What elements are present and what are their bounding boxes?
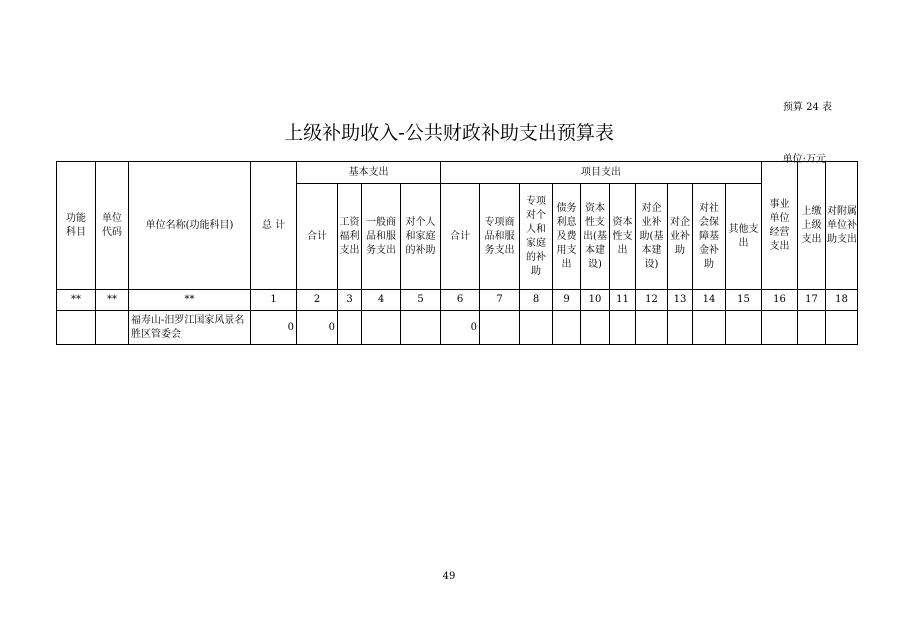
table-number: 预算 24 表 bbox=[782, 102, 832, 113]
cell-wages bbox=[338, 311, 362, 345]
index-cell: 8 bbox=[520, 290, 553, 311]
header-project-total: 合计 bbox=[441, 184, 480, 290]
cell-operating bbox=[762, 311, 798, 345]
index-cell: 13 bbox=[668, 290, 693, 311]
index-cell: ** bbox=[57, 290, 96, 311]
header-unit-name: 单位名称(功能科目) bbox=[129, 162, 251, 290]
header-basic-group: 基本支出 bbox=[297, 162, 441, 184]
cell-enterprise bbox=[668, 311, 693, 345]
budget-table bbox=[56, 161, 858, 345]
header-enterprise-basic: 对企业补助(基本建设) bbox=[636, 184, 668, 290]
header-remit-upper: 上缴上级支出 bbox=[798, 162, 826, 290]
index-cell: 3 bbox=[338, 290, 362, 311]
header-personal-family: 对个人和家庭的补助 bbox=[401, 184, 441, 290]
header-goods-services: 一般商品和服务支出 bbox=[362, 184, 401, 290]
cell-social-security bbox=[693, 311, 726, 345]
header-unit-code: 单位代码 bbox=[96, 162, 129, 290]
header-capital: 资本性支出 bbox=[610, 184, 636, 290]
page-title: 上级补助收入-公共财政补助支出预算表 bbox=[284, 122, 614, 144]
cell-basic-total: 0 bbox=[297, 311, 338, 345]
header-func-subject: 功能科目 bbox=[57, 162, 96, 290]
header-operating: 事业单位经营支出 bbox=[762, 162, 798, 290]
index-row bbox=[57, 290, 858, 311]
cell-project-total: 0 bbox=[441, 311, 480, 345]
cell-subsidiary bbox=[826, 311, 858, 345]
cell-special-goods bbox=[480, 311, 520, 345]
index-cell: 14 bbox=[693, 290, 726, 311]
cell-unit-code bbox=[96, 311, 129, 345]
cell-personal-family bbox=[401, 311, 441, 345]
header-enterprise: 对企业补助 bbox=[668, 184, 693, 290]
index-cell: 18 bbox=[826, 290, 858, 311]
page-number: 49 bbox=[442, 571, 456, 582]
cell-total: 0 bbox=[251, 311, 297, 345]
index-cell: ** bbox=[96, 290, 129, 311]
header-basic-total: 合计 bbox=[297, 184, 338, 290]
table-row bbox=[57, 311, 858, 345]
header-debt-interest: 债务利息及费用支出 bbox=[553, 184, 581, 290]
cell-unit-name: 福寿山-汨罗江国家风景名胜区管委会 bbox=[129, 311, 251, 345]
header-other: 其他支出 bbox=[726, 184, 762, 290]
header-special-personal: 专项对个人和家庭的补助 bbox=[520, 184, 553, 290]
index-cell: 2 bbox=[297, 290, 338, 311]
cell-func-subject bbox=[57, 311, 96, 345]
index-cell: 12 bbox=[636, 290, 668, 311]
index-cell: 4 bbox=[362, 290, 401, 311]
index-cell: 10 bbox=[581, 290, 610, 311]
index-cell: ** bbox=[129, 290, 251, 311]
cell-goods-services bbox=[362, 311, 401, 345]
index-cell: 15 bbox=[726, 290, 762, 311]
header-project-group: 项目支出 bbox=[441, 162, 762, 184]
header-special-goods: 专项商品和服务支出 bbox=[480, 184, 520, 290]
header-wages: 工资福利支出 bbox=[338, 184, 362, 290]
cell-other bbox=[726, 311, 762, 345]
index-cell: 16 bbox=[762, 290, 798, 311]
index-cell: 7 bbox=[480, 290, 520, 311]
index-cell: 9 bbox=[553, 290, 581, 311]
index-cell: 6 bbox=[441, 290, 480, 311]
header-total: 总 计 bbox=[251, 162, 297, 290]
index-cell: 1 bbox=[251, 290, 297, 311]
cell-enterprise-basic bbox=[636, 311, 668, 345]
cell-special-personal bbox=[520, 311, 553, 345]
index-cell: 17 bbox=[798, 290, 826, 311]
header-capital-basic: 资本性支出(基本建设) bbox=[581, 184, 610, 290]
header-row-1 bbox=[57, 162, 858, 184]
index-cell: 5 bbox=[401, 290, 441, 311]
cell-capital-basic bbox=[581, 311, 610, 345]
cell-remit-upper bbox=[798, 311, 826, 345]
header-subsidiary: 对附属单位补助支出 bbox=[826, 162, 858, 290]
cell-capital bbox=[610, 311, 636, 345]
index-cell: 11 bbox=[610, 290, 636, 311]
cell-debt-interest bbox=[553, 311, 581, 345]
unit-label: 单位:万元 bbox=[782, 154, 826, 165]
header-social-security: 对社会保障基金补助 bbox=[693, 184, 726, 290]
